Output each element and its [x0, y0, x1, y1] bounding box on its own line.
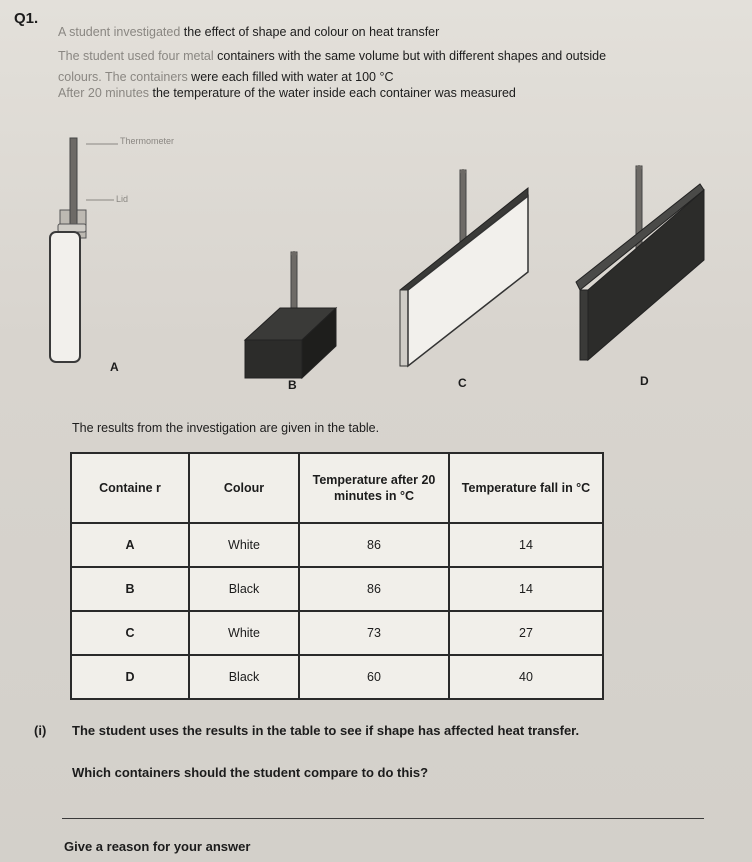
question-part-number: (i): [34, 723, 47, 738]
container-b: [245, 251, 336, 378]
cell-temp: 60: [299, 655, 449, 699]
table-row: [71, 611, 603, 655]
thermometer-label: Thermometer: [120, 136, 175, 146]
label-b: B: [288, 378, 297, 392]
question-text: The student uses the results in the table to see if shape has affected heat transfer.: [72, 723, 580, 738]
container-a: [50, 138, 118, 362]
results-table: [70, 452, 604, 700]
intro-line-2: The student used four metal containers with the same volume but with different shapes and outside: [58, 49, 607, 63]
cell-temp: 86: [299, 523, 449, 567]
question-part-i: [34, 723, 579, 738]
container-c: [400, 169, 528, 366]
intro-line-4: After 20 minutes the temperature of the water inside each container was measured: [58, 86, 516, 100]
cell-temp: 86: [299, 567, 449, 611]
question-prompt: Which containers should the student compare to do this?: [72, 765, 429, 780]
cell-colour: Black: [189, 567, 299, 611]
reason-prompt: Give a reason for your answer: [64, 839, 251, 854]
intro-line-3: colours. The containers were each filled with water at 100 °C: [58, 70, 394, 84]
table-header-row: [71, 453, 603, 523]
cell-fall: 14: [449, 567, 603, 611]
intro-text: [58, 20, 718, 100]
label-c: C: [458, 376, 467, 390]
cell-container: B: [71, 567, 189, 611]
containers-diagram: [0, 130, 752, 400]
intro-line-1: A student investigated the effect of shape and colour on heat transfer: [58, 25, 440, 39]
cell-colour: Black: [189, 655, 299, 699]
cell-fall: 14: [449, 523, 603, 567]
cell-container: A: [71, 523, 189, 567]
table-row: [71, 567, 603, 611]
cell-container: C: [71, 611, 189, 655]
cell-colour: White: [189, 611, 299, 655]
header-colour: Colour: [189, 453, 299, 523]
table-row: [71, 523, 603, 567]
question-number: Q1.: [14, 10, 39, 27]
lid-label: Lid: [116, 194, 129, 204]
table-row: [71, 655, 603, 699]
answer-line[interactable]: [62, 818, 704, 819]
label-d: D: [640, 374, 649, 388]
cell-colour: White: [189, 523, 299, 567]
header-temp-after: Temperature after 20 minutes in °C: [299, 453, 449, 523]
cell-container: D: [71, 655, 189, 699]
cell-temp: 73: [299, 611, 449, 655]
container-d: [576, 165, 704, 360]
cell-fall: 40: [449, 655, 603, 699]
label-a: A: [110, 360, 119, 374]
results-intro: The results from the investigation are given in the table.: [72, 421, 380, 435]
cell-fall: 27: [449, 611, 603, 655]
header-container: Containe r: [71, 453, 189, 523]
header-temp-fall: Temperature fall in °C: [449, 453, 603, 523]
